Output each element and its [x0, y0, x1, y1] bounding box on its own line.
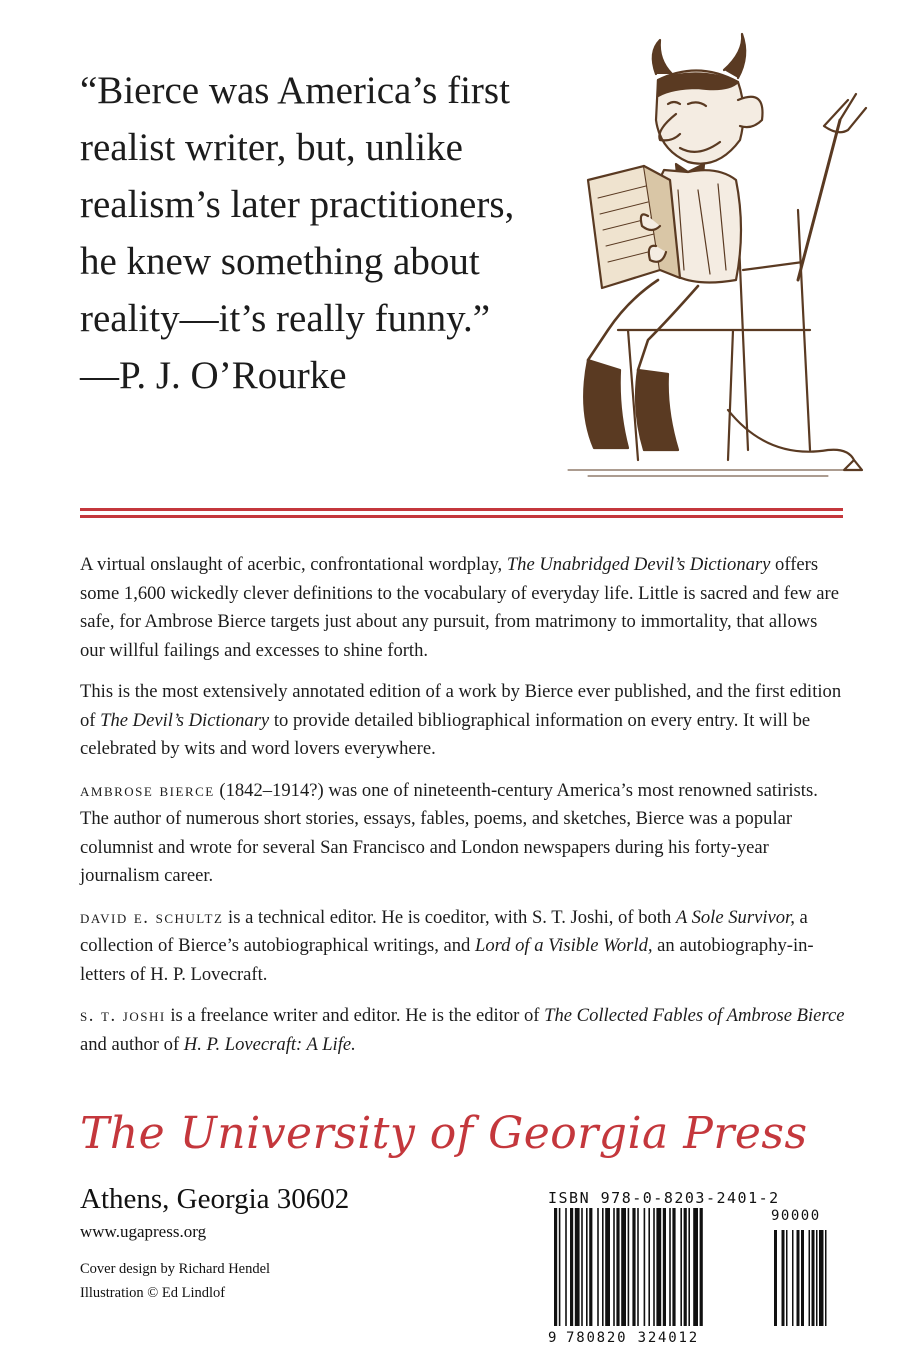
- description-paragraph: A virtual onslaught of acerbic, confrontational wordplay, The Unabridged Devil’s Dictionary offers some 1,600 wickedly clever definitions to the vocabulary of everyday life. Little is sacred and few are safe, for Ambrose Bierce targets just about any pursuit, from matrimony to immortality, that allows our willful failings and excesses to shine forth.: [80, 554, 839, 661]
- editor-bio: david e. schultz is a technical editor. He is coeditor, with S. T. Joshi, of both A Sole Survivor, a collection of Bierce’s autobiographical writings, and Lord of a Visible World, an autobiography-in-letters of H. P. Lovecraft.: [80, 906, 814, 985]
- divider-rule: [80, 515, 843, 518]
- barcode-first-digit: 9: [548, 1330, 557, 1346]
- barcode-bar: [644, 1208, 646, 1326]
- barcode-bar: [589, 1208, 592, 1326]
- barcode-bar: [605, 1208, 610, 1326]
- cover-design-credit: Cover design by Richard Hendel: [80, 1261, 271, 1277]
- barcode-bar: [554, 1208, 557, 1326]
- addon-bar: [809, 1230, 811, 1326]
- book-title: A Sole Survivor,: [675, 906, 795, 928]
- pull-quote: [80, 62, 550, 404]
- book-title: The Unabridged Devil’s Dictionary: [506, 554, 771, 575]
- addon-bar: [825, 1230, 827, 1326]
- barcode-bar: [570, 1208, 573, 1326]
- addon-bar: [816, 1230, 818, 1326]
- book-title: The Collected Fables of Ambrose Bierce: [544, 1005, 845, 1026]
- addon-bar: [819, 1230, 824, 1326]
- addon-bar: [786, 1230, 788, 1326]
- description: [80, 551, 845, 1072]
- barcode-bar: [621, 1208, 626, 1326]
- barcode-bar: [628, 1208, 630, 1326]
- quote-line: reality—it’s really funny.”: [80, 297, 491, 340]
- barcode-bar: [680, 1208, 682, 1326]
- barcode-bar: [700, 1208, 703, 1326]
- barcode-bar: [575, 1208, 580, 1326]
- editor-name: s. t. joshi: [80, 1005, 166, 1026]
- addon-bar: [774, 1230, 777, 1326]
- author-name: ambrose bierce: [80, 779, 215, 801]
- barcode-bar: [648, 1208, 650, 1326]
- quote-line: realism’s later practitioners,: [80, 183, 515, 226]
- book-title: H. P. Lovecraft: A Life.: [183, 1033, 356, 1055]
- addon-bar: [792, 1230, 794, 1326]
- illustration-credit: Illustration © Ed Lindlof: [80, 1285, 226, 1301]
- addon-bar: [801, 1230, 804, 1326]
- credits: [80, 1257, 270, 1305]
- barcode-bar: [581, 1208, 583, 1326]
- barcode-bar: [663, 1208, 666, 1326]
- barcode-bar: [632, 1208, 635, 1326]
- editor-name: david e. schultz: [80, 906, 224, 928]
- barcode-bar: [602, 1208, 604, 1326]
- barcode-bar: [684, 1208, 687, 1326]
- divider-rule: [80, 508, 843, 511]
- addon-bar: [797, 1230, 800, 1326]
- barcode-bar: [586, 1208, 588, 1326]
- publisher-name: The University of Georgia Press: [80, 1108, 808, 1159]
- addon-bar: [782, 1230, 785, 1326]
- barcode-bar: [616, 1208, 619, 1326]
- description-paragraph: This is the most extensively annotated edition of a work by Bierce ever published, and the first edition of The Devil’s Dictionary to provide detailed bibliographical information on every entry. It will be celebrated by wits and word lovers everywhere.: [80, 681, 842, 759]
- barcode-bar: [669, 1208, 671, 1326]
- publisher-website: www.ugapress.org: [80, 1222, 207, 1241]
- isbn-label: ISBN 978-0-8203-2401-2: [548, 1189, 780, 1207]
- book-title: The Devil’s Dictionary: [100, 709, 270, 731]
- quote-line: he knew something about: [80, 240, 480, 283]
- barcode-bar: [688, 1208, 690, 1326]
- barcode: [548, 1208, 848, 1328]
- devil-reading-illustration: [548, 30, 870, 490]
- barcode-bar: [672, 1208, 675, 1326]
- barcode-bar: [656, 1208, 661, 1326]
- barcode-bar: [613, 1208, 615, 1326]
- quote-line: “Bierce was America’s first: [80, 69, 510, 112]
- editor-bio: s. t. joshi is a freelance writer and editor. He is the editor of The Collected Fables of Ambrose Bierce and author of H. P. Lovecraft: A Life.: [80, 1005, 845, 1055]
- quote-line: realist writer, but, unlike: [80, 126, 463, 169]
- quote-attribution: —P. J. O’Rourke: [80, 354, 347, 397]
- barcode-bar: [559, 1208, 561, 1326]
- barcode-bar: [637, 1208, 639, 1326]
- book-title: Lord of a Visible World,: [475, 935, 653, 956]
- barcode-bar: [653, 1208, 655, 1326]
- publisher-address: Athens, Georgia 30602: [80, 1183, 350, 1215]
- author-bio: ambrose bierce (1842–1914?) was one of nineteenth-century America’s most renowned satirists. The author of numerous short stories, essays, fables, poems, and sketches, Bierce was a popular columnist and wrote for several San Francisco and London newspapers during his forty-year journalism career.: [80, 779, 818, 886]
- barcode-bar: [597, 1208, 599, 1326]
- addon-bar: [812, 1230, 815, 1326]
- barcode-bar: [693, 1208, 698, 1326]
- barcode-addon-number: 90000: [771, 1208, 821, 1224]
- barcode-digits: 780820 324012: [566, 1330, 699, 1346]
- barcode-bar: [565, 1208, 567, 1326]
